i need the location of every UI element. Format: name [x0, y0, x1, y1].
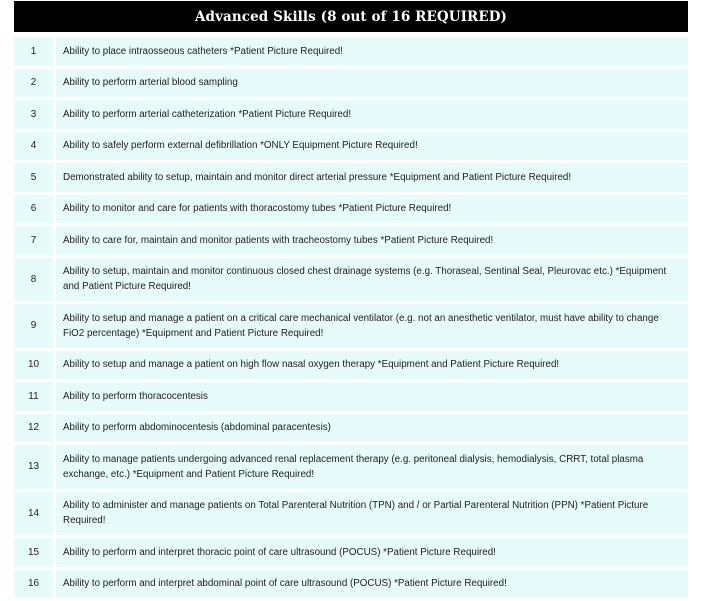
- row-number: 15: [14, 538, 53, 567]
- row-text: Ability to setup and manage a patient on high flow nasal oxygen therapy *Equipment and Patient Picture Required!: [56, 351, 688, 380]
- row-text: Ability to perform and interpret abdominal point of care ultrasound (POCUS) *Patient Picture Required!: [56, 570, 688, 599]
- row-number: 8: [14, 258, 53, 302]
- table-row: [14, 382, 688, 411]
- table-row: [14, 492, 688, 536]
- table-row: [14, 100, 688, 129]
- row-text: Ability to manage patients undergoing advanced renal replacement therapy (e.g. peritoneal dialysis, hemodialysis, CRRT, total plasma exchange, etc.) *Equipment and Patient Picture Required!: [56, 445, 688, 489]
- row-text: Ability to perform and interpret thoracic point of care ultrasound (POCUS) *Patient Picture Required!: [56, 538, 688, 567]
- row-text: Ability to care for, maintain and monitor patients with tracheostomy tubes *Patient Picture Required!: [56, 226, 688, 255]
- table-row: [14, 226, 688, 255]
- table-row: [14, 132, 688, 161]
- row-number: 2: [14, 69, 53, 98]
- row-text: Ability to setup and manage a patient on a critical care mechanical ventilator (e.g. not an anesthetic ventilator, must have ability to change FiO2 percentage) *Equipment and Patient Picture Required!: [56, 304, 688, 348]
- row-text: Ability to safely perform external defibrillation *ONLY Equipment Picture Required!: [56, 132, 688, 161]
- skills-table: [14, 37, 688, 601]
- table-row: [14, 414, 688, 443]
- row-number: 13: [14, 445, 53, 489]
- row-text: Ability to setup, maintain and monitor continuous closed chest drainage systems (e.g. Thoraseal, Sentinal Seal, Pleurovac etc.) *Equipment and Patient Picture Required!: [56, 258, 688, 302]
- table-row: [14, 258, 688, 302]
- row-number: 11: [14, 382, 53, 411]
- table-title: Advanced Skills (8 out of 16 REQUIRED): [14, 1, 688, 32]
- row-number: 6: [14, 195, 53, 224]
- row-number: 4: [14, 132, 53, 161]
- row-number: 7: [14, 226, 53, 255]
- row-number: 1: [14, 37, 53, 66]
- row-text: Demonstrated ability to setup, maintain and monitor direct arterial pressure *Equipment and Patient Picture Required!: [56, 163, 688, 192]
- table-row: [14, 195, 688, 224]
- table-row: [14, 163, 688, 192]
- table-row: [14, 69, 688, 98]
- row-number: 3: [14, 100, 53, 129]
- table-row: [14, 37, 688, 66]
- row-text: Ability to perform thoracocentesis: [56, 382, 688, 411]
- row-number: 14: [14, 492, 53, 536]
- row-number: 16: [14, 570, 53, 599]
- table-row: [14, 351, 688, 380]
- row-number: 5: [14, 163, 53, 192]
- row-number: 9: [14, 304, 53, 348]
- table-row: [14, 445, 688, 489]
- row-text: Ability to perform arterial catheterization *Patient Picture Required!: [56, 100, 688, 129]
- table-row: [14, 304, 688, 348]
- row-text: Ability to perform abdominocentesis (abdominal paracentesis): [56, 414, 688, 443]
- row-number: 10: [14, 351, 53, 380]
- row-number: 12: [14, 414, 53, 443]
- table-row: [14, 570, 688, 599]
- row-text: Ability to perform arterial blood sampling: [56, 69, 688, 98]
- row-text: Ability to administer and manage patients on Total Parenteral Nutrition (TPN) and / or Partial Parenteral Nutrition (PPN) *Patient Picture Required!: [56, 492, 688, 536]
- row-text: Ability to monitor and care for patients with thoracostomy tubes *Patient Picture Required!: [56, 195, 688, 224]
- table-row: [14, 538, 688, 567]
- row-text: Ability to place intraosseous catheters *Patient Picture Required!: [56, 37, 688, 66]
